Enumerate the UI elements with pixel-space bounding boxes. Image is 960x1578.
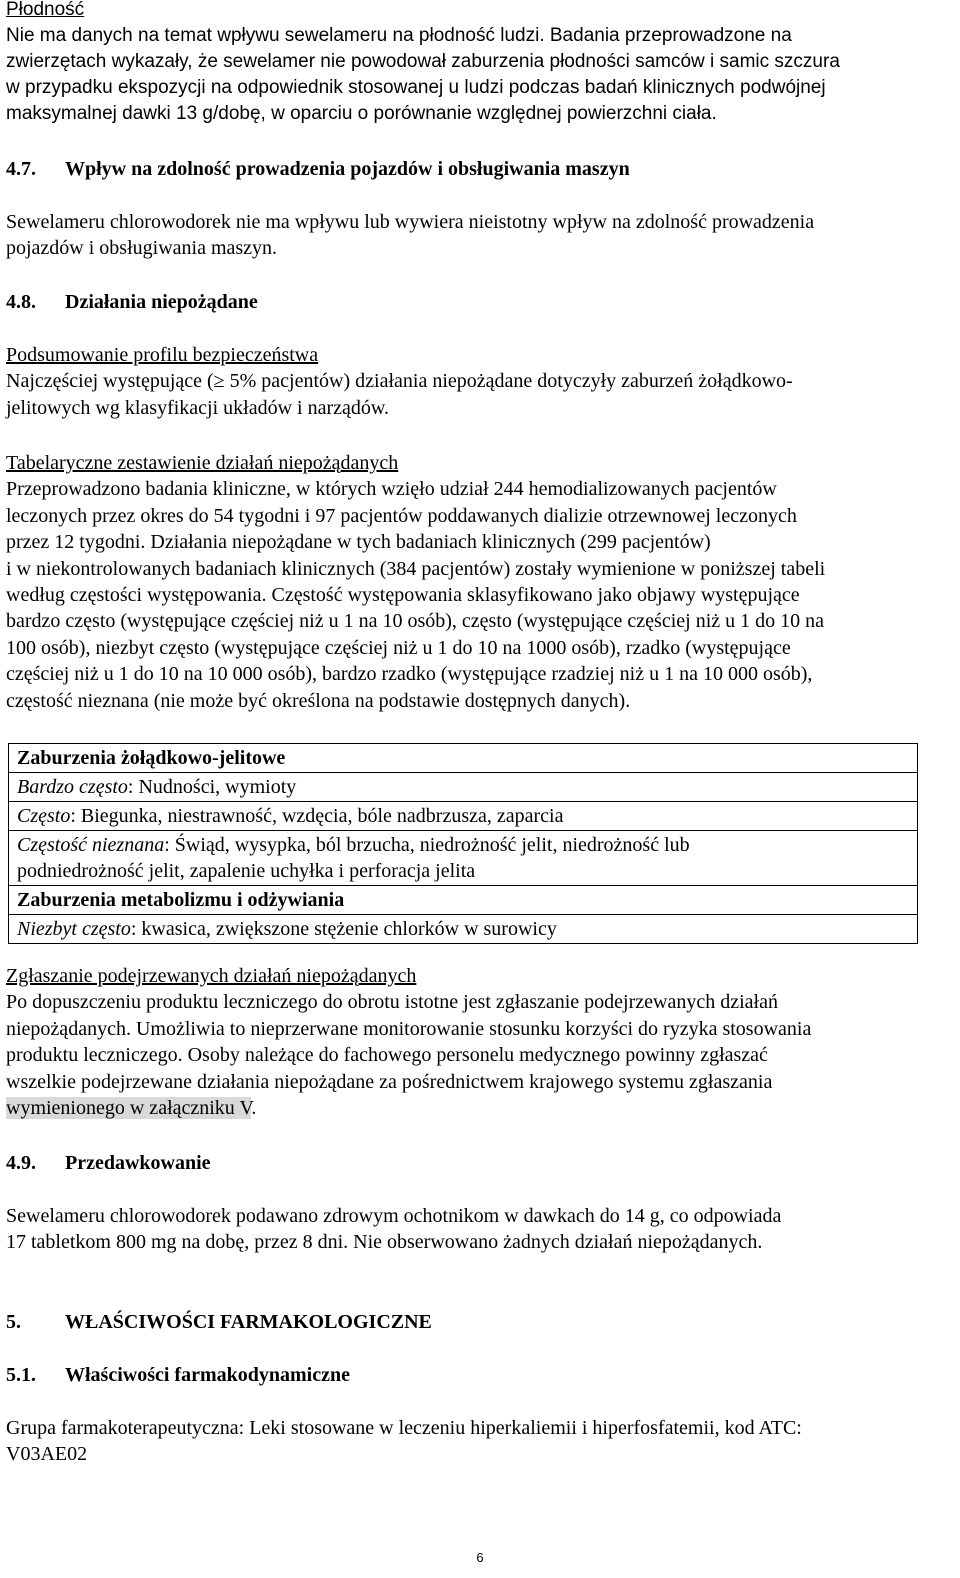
section-number: 4.7.	[6, 158, 36, 180]
paragraph-line: wszelkie podejrzewane działania niepożądane za pośrednictwem krajowego systemu zgłaszania	[6, 1070, 773, 1093]
table-cell	[9, 915, 918, 944]
fertility-line: w przypadku ekspozycji na odpowiednik stosowanej u ludzi podczas badań klinicznych podwójnej	[6, 77, 826, 98]
fertility-line: Nie ma danych na temat wpływu sewelameru na płodność ludzi. Badania przeprowadzone na	[6, 25, 792, 46]
paragraph-line	[6, 1095, 811, 1121]
paragraph-line: 17 tabletkom 800 mg na dobę, przez 8 dni. Nie obserwowano żadnych działań niepożądanych.	[6, 1231, 763, 1254]
section-number: 4.9.	[6, 1152, 36, 1174]
section-number: 5.	[6, 1311, 21, 1333]
table-cell	[9, 831, 918, 886]
paragraph-line: i w niekontrolowanych badaniach klinicznych (384 pacjentów) zostały wymienione w poniższej tabeli	[6, 557, 826, 580]
section-title: Przedawkowanie	[65, 1152, 211, 1174]
paragraph-line: według częstości występowania. Częstość występowania sklasyfikowano jako objawy występujące	[6, 584, 800, 607]
paragraph-line: Grupa farmakoterapeutyczna: Leki stosowane w leczeniu hiperkaliemii i hiperfosfatemii, kod ATC:	[6, 1417, 802, 1439]
paragraph-line: Sewelameru chlorowodorek nie ma wpływu lub wywiera nieistotny wpływ na zdolność prowadzenia	[6, 211, 815, 233]
section-4-9-body	[6, 1203, 781, 1256]
paragraph-line: częściej niż u 1 do 10 na 10 000 osób), bardzo rzadko (występujące rzadziej niż u 1 na 10 000 osób),	[6, 663, 813, 686]
reactions-text: : Nudności, wymioty	[127, 776, 297, 798]
reactions-text: : Biegunka, niestrawność, wzdęcia, bóle nadbrzusza, zaparcia	[70, 805, 564, 827]
paragraph-line: Po dopuszczeniu produktu leczniczego do obrotu istotne jest zgłaszanie podejrzewanych działań	[6, 991, 778, 1014]
paragraph-line: przez 12 tygodni. Działania niepożądane w tych badaniach klinicznych (299 pacjentów)	[6, 531, 711, 554]
section-title: Działania niepożądane	[65, 291, 258, 313]
section-5-1-body	[6, 1415, 802, 1468]
fertility-line: maksymalnej dawki 13 g/dobę, w oparciu o porównanie względnej powierzchni ciała.	[6, 103, 717, 124]
paragraph-line: 100 osób), niezbyt często (występujące częściej niż u 1 do 10 na 1000 osób), rzadko (występujące	[6, 636, 791, 659]
paragraph-line: leczonych przez okres do 54 tygodni i 97 pacjentów poddawanych dializie otrzewnowej leczonych	[6, 504, 797, 527]
table-row	[9, 744, 918, 773]
section-5-heading	[6, 1309, 432, 1335]
safety-summary	[6, 342, 793, 421]
paragraph-line: częstość nieznana (nie może być określona na podstawie dostępnych danych).	[6, 689, 631, 712]
reactions-text: : Świąd, wysypka, ból brzucha, niedrożność jelit, niedrożność lub	[164, 834, 690, 856]
soc-title-gastrointestinal: Zaburzenia żołądkowo-jelitowe	[9, 744, 918, 773]
fertility-line: zwierzętach wykazały, że sewelamer nie powodował zaburzenia płodności samców i samic szczura	[6, 51, 840, 72]
table-cell	[9, 802, 918, 831]
section-number: 5.1.	[6, 1364, 36, 1386]
reactions-text: podniedrożność jelit, zapalenie uchyłka i perforacja jelita	[17, 860, 476, 882]
tabulated-summary-title: Tabelaryczne zestawienie działań niepożądanych	[6, 452, 399, 474]
table-row	[9, 831, 918, 886]
reporting-section	[6, 963, 811, 1121]
paragraph-line: produktu leczniczego. Osoby należące do fachowego personelu medycznego powinny zgłaszać	[6, 1044, 768, 1067]
paragraph-line: jelitowych wg klasyfikacji układów i narządów.	[6, 396, 390, 419]
table-row	[9, 915, 918, 944]
frequency-label: Niezbyt często	[17, 918, 131, 940]
table-cell	[9, 773, 918, 802]
soc-title-metabolism: Zaburzenia metabolizmu i odżywiania	[9, 886, 918, 915]
section-5-1-heading	[6, 1362, 350, 1388]
section-title: WŁAŚCIWOŚCI FARMAKOLOGICZNE	[65, 1311, 432, 1333]
table-row	[9, 886, 918, 915]
frequency-label: Częstość nieznana	[17, 834, 165, 856]
paragraph-line: V03AE02	[6, 1443, 88, 1466]
annex-reference: wymienionego w załączniku V	[6, 1097, 252, 1120]
table-row	[9, 802, 918, 831]
page-number: 6	[476, 1550, 484, 1565]
section-4-8-heading	[6, 289, 258, 315]
section-title: Wpływ na zdolność prowadzenia pojazdów i obsługiwania maszyn	[65, 158, 630, 180]
adverse-reactions-table	[8, 743, 918, 944]
paragraph-line: bardzo często (występujące częściej niż u 1 na 10 osób), często (występujące częściej niż u 1 do 10 na	[6, 610, 824, 633]
tabulated-summary	[6, 450, 825, 714]
paragraph-line: pojazdów i obsługiwania maszyn.	[6, 237, 278, 260]
section-4-7-body	[6, 209, 814, 262]
safety-summary-title: Podsumowanie profilu bezpieczeństwa	[6, 344, 319, 366]
table-row	[9, 773, 918, 802]
frequency-label: Bardzo często	[17, 776, 128, 798]
paragraph-line: Przeprowadzono badania kliniczne, w których wzięło udział 244 hemodializowanych pacjentów	[6, 478, 777, 501]
reactions-text: : kwasica, zwiększone stężenie chlorków w surowicy	[130, 918, 557, 940]
section-title: Właściwości farmakodynamiczne	[65, 1364, 350, 1386]
paragraph-line: niepożądanych. Umożliwia to nieprzerwane monitorowanie stosunku korzyści do ryzyka stosowania	[6, 1017, 812, 1040]
sentence-end: .	[251, 1097, 257, 1120]
paragraph-line: Sewelameru chlorowodorek podawano zdrowym ochotnikom w dawkach do 14 g, co odpowiada	[6, 1205, 782, 1227]
paragraph-line: Najczęściej występujące (≥ 5% pacjentów) działania niepożądane dotyczyły zaburzeń żołądkowo-	[6, 370, 793, 393]
frequency-label: Często	[17, 805, 71, 827]
section-4-9-heading	[6, 1150, 211, 1176]
fertility-title: Płodność	[6, 0, 85, 20]
section-number: 4.8.	[6, 291, 36, 313]
section-4-7-heading	[6, 156, 630, 182]
reporting-title: Zgłaszanie podejrzewanych działań niepożądanych	[6, 965, 417, 987]
fertility-section	[6, 0, 840, 127]
